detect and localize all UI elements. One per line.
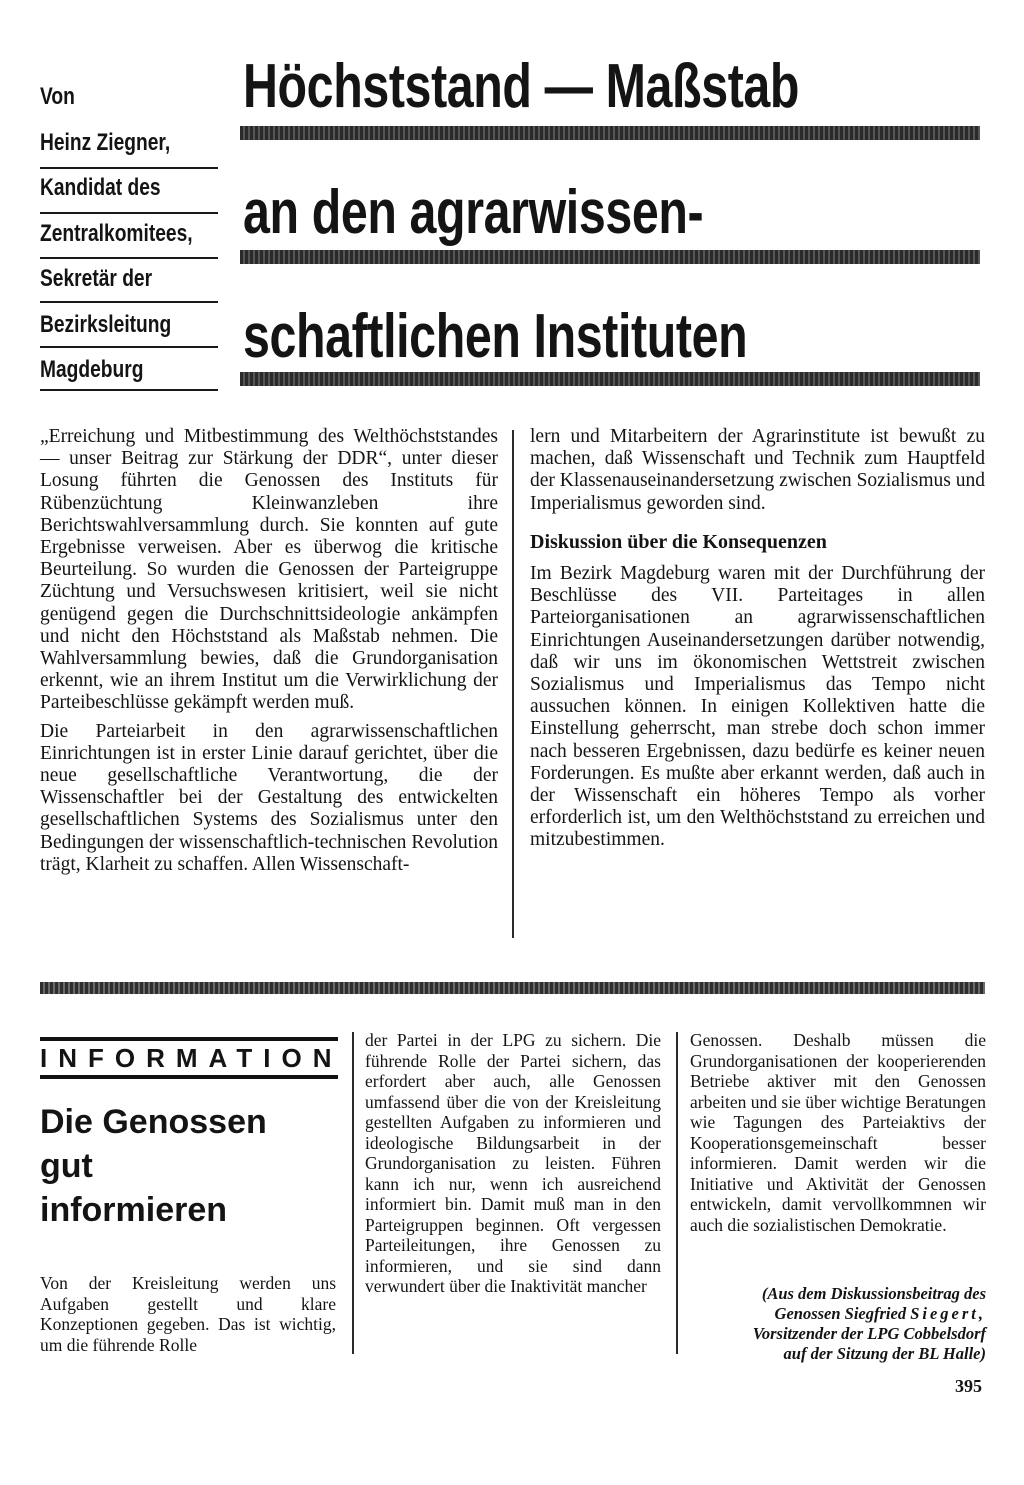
section-separator	[40, 982, 985, 994]
section-subheading: Diskussion über die Konsequenzen	[530, 530, 827, 553]
headline-rule	[240, 372, 980, 386]
info-column-2: der Partei in der LPG zu sichern. Die führende Rolle der Partei sichern, das erfordert aber auch, alle Genossen umfassend über die von der Kreisleitung gestellten Aufgaben zu informieren und ideologische Bildungsarbeit in der Grundorganisation zu leisten. Führen kann ich nur, wenn ich ausreichend informiert bin. Damit muß man in den Parteigruppen beginnen. Oft vergessen Parteileitungen, ihre Genossen zu informieren, und sie sind dann verwundert über die Inaktivität mancher	[365, 1030, 661, 1296]
byline-divider	[40, 167, 218, 169]
source-attribution	[690, 1284, 986, 1364]
info-title-line: Die Genossen	[40, 1103, 267, 1141]
page-number: 395	[955, 1376, 982, 1396]
headline-rule	[240, 126, 980, 140]
byline-divider	[40, 212, 218, 214]
byline-divider	[40, 389, 218, 391]
source-line: Vorsitzender der LPG Cobbelsdorf	[752, 1324, 986, 1343]
byline-line: Zentralkomitees,	[40, 219, 193, 247]
headline-line-1: Höchststand — Maßstab	[243, 52, 800, 121]
byline-line: Kandidat des	[40, 174, 161, 201]
byline-line: Heinz Ziegner,	[40, 128, 171, 156]
column-divider	[512, 430, 514, 938]
byline	[40, 82, 193, 401]
article-paragraph: „Erreichung und Mitbestimmung des Welthöchststandes — unser Beitrag zur Stärkung der DDR“, unter dieser Losung führten die Genossen des Instituts für Rübenzüchtung Kleinwanzleben ihre Berichtswahlversammlung durch. Sie konnten auf gute Ergebnisse verweisen. Aber es überwog die kritische Beurteilung. So wurden die Genossen der Parteigruppe Züchtung und Versuchswesen kritisiert, weil sie nicht genügend gegen die Durchschnittsideologie ankämpfen und nicht den Höchststand als Maßstab nehmen. Die Wahlversammlung bewies, daß die Grundorganisation erkennt, wie an ihrem Institut um die Verwirklichung der Parteibeschlüsse gekämpft werden muß.	[40, 426, 498, 714]
column-divider	[352, 1032, 354, 1354]
article-left-column	[40, 426, 498, 882]
article-paragraph: lern und Mitarbeitern der Agrarinstitute ist bewußt zu machen, daß Wissenschaft und Technik zum Hauptfeld der Klassenauseinandersetzung zwischen Sozialismus und Imperialismus geworden sind.	[530, 426, 985, 514]
byline-line: Sekretär der	[40, 265, 153, 292]
source-line: (Aus dem Diskussionsbeitrag des	[761, 1284, 986, 1303]
column-divider	[676, 1032, 678, 1354]
info-column-1: Von der Kreisleitung werden uns Aufgaben gestellt und klare Konzeptionen gegeben. Das ist wichtig, um die führende Rolle	[40, 1273, 336, 1355]
source-line	[690, 1304, 986, 1324]
article-paragraph: Die Parteiarbeit in den agrarwissenschaftlichen Einrichtungen ist in erster Linie darauf gerichtet, über die neue gesellschaftliche Verantwortung, die der Wissenschaftler bei der Gestaltung des entwickelten gesellschaftlichen Systems des Sozialismus unter den Bedingungen der wissenschaftlich-technischen Revolution trägt, Klarheit zu schaffen. Allen Wissenschaft-	[40, 720, 498, 875]
source-name: Siegert,	[910, 1304, 986, 1323]
source-line: auf der Sitzung der BL Halle)	[783, 1344, 986, 1363]
article-paragraph: Im Bezirk Magdeburg waren mit der Durchführung der Beschlüsse des VII. Parteitages in allen Parteiorganisationen an agrarwissenschaftlichen Einrichtungen Auseinandersetzungen darüber notwendig, daß wir uns im ökonomischen Wettstreit zwischen Sozialismus und Imperialismus das Tempo nicht aussuchen können. In einigen Kollektiven hatte die Einstellung geherrscht, man strebe doch schon immer nach besseren Ergebnissen, dazu bedürfe es keiner neuen Forderungen. Es mußte aber erkannt werden, daß auch in der Wissenschaft ein höheres Tempo als vorher erforderlich ist, um den Welthöchststand zu erreichen und mitzubestimmen.	[530, 563, 985, 851]
byline-line: Magdeburg	[40, 356, 144, 383]
source-text: Genossen Siegfried	[774, 1304, 907, 1323]
information-banner: INFORMATION	[40, 1037, 338, 1079]
byline-line: Von	[40, 83, 75, 110]
info-title-line: informieren	[40, 1191, 228, 1229]
byline-divider	[40, 346, 218, 348]
byline-line: Bezirksleitung	[40, 310, 172, 338]
info-column-3: Genossen. Deshalb müssen die Grundorganisationen der kooperierenden Betriebe aktiver mit den Genossen arbeiten und sie über wichtige Beratungen wie Tagungen des Parteiaktivs der Kooperationsgemeinschaft besser informieren. Damit werden wir die Initiative und Aktivität der Genossen entwickeln, damit vervollkommnen wir auch die sozialistischen Demokratie.	[690, 1030, 986, 1235]
article-right-column	[530, 426, 985, 858]
byline-divider	[40, 257, 218, 259]
info-title-line: gut	[40, 1147, 93, 1185]
headline-line-3: schaftlichen Instituten	[243, 302, 748, 371]
headline-rule	[240, 250, 980, 264]
byline-divider	[40, 301, 218, 303]
info-title	[40, 1100, 340, 1232]
headline-line-2: an den agrarwissen-	[243, 178, 704, 247]
